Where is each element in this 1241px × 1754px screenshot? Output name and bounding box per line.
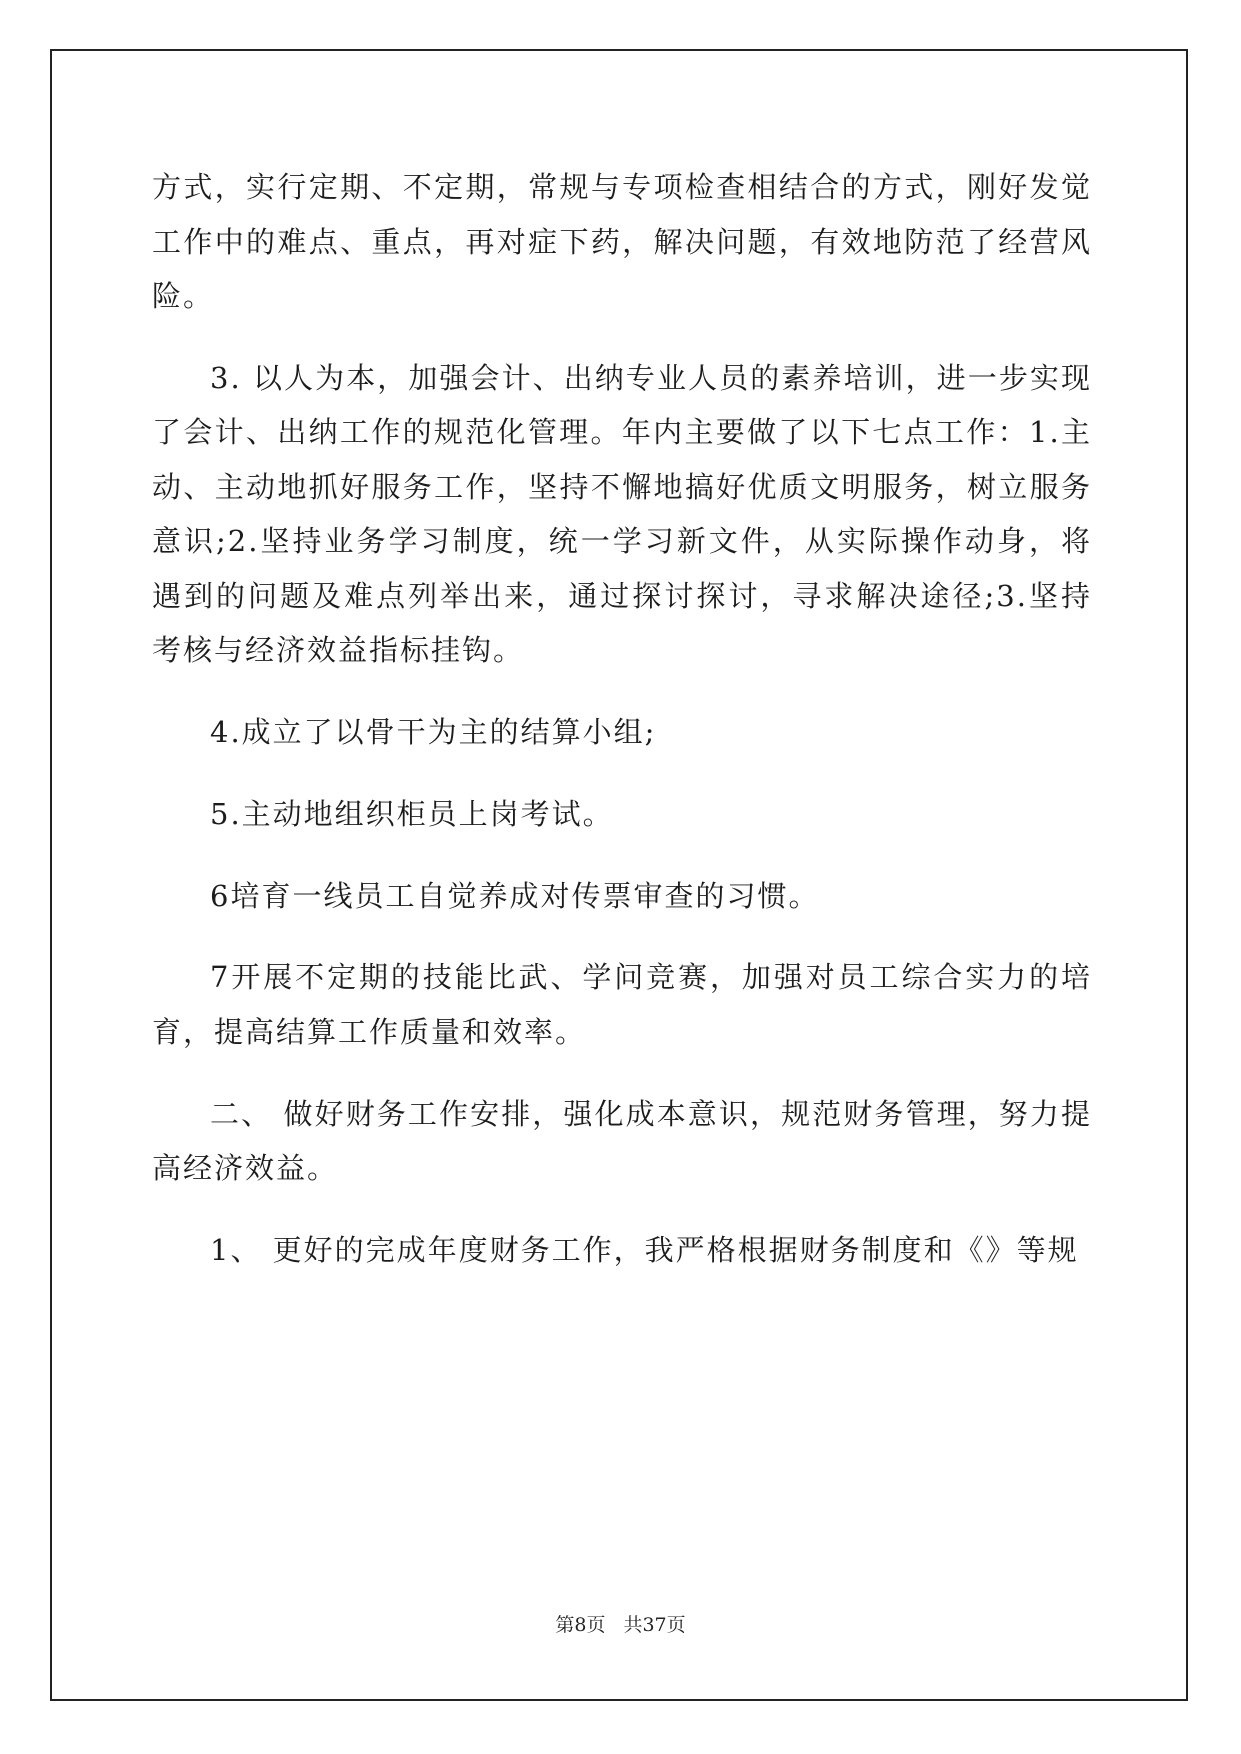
paragraph-item-6: 6培育一线员工自觉养成对传票审查的习惯。 [210, 878, 820, 913]
page-footer [0, 1610, 1241, 1637]
page-number: 第8页 [555, 1614, 606, 1636]
paragraph-item-3: 3. 以人为本，加强会计、出纳专业人员的素养培训，进一步实现了会计、出纳工作的规范化管理。年内主要做了以下七点工作：1.主动、主动地抓好服务工作，坚持不懈地搞好优质文明服务，树立服务意识;2.坚持业务学习制度，统一学习新文件，从实际操作动身，将遇到的问题及难点列举出来，通过探讨探讨，寻求解决途径;3.坚持考核与经济效益指标挂钩。 [152, 360, 1092, 668]
section-heading-two: 二、 做好财务工作安排，强化成本意识，规范财务管理，努力提高经济效益。 [152, 1096, 1092, 1185]
paragraph-continuation: 方式，实行定期、不定期，常规与专项检查相结合的方式，刚好发觉工作中的难点、重点，再对症下药，解决问题，有效地防范了经营风险。 [152, 170, 1092, 313]
paragraph-subitem-1: 1、 更好的完成年度财务工作，我严格根据财务制度和《》等规 [210, 1232, 1079, 1267]
page-total: 共37页 [623, 1614, 686, 1636]
document-body [152, 160, 1092, 1305]
paragraph-item-7: 7开展不定期的技能比武、学问竞赛，加强对员工综合实力的培育，提高结算工作质量和效率。 [152, 960, 1092, 1049]
paragraph-item-5: 5.主动地组织柜员上岗考试。 [210, 796, 614, 831]
paragraph-item-4: 4.成立了以骨干为主的结算小组; [210, 715, 657, 749]
